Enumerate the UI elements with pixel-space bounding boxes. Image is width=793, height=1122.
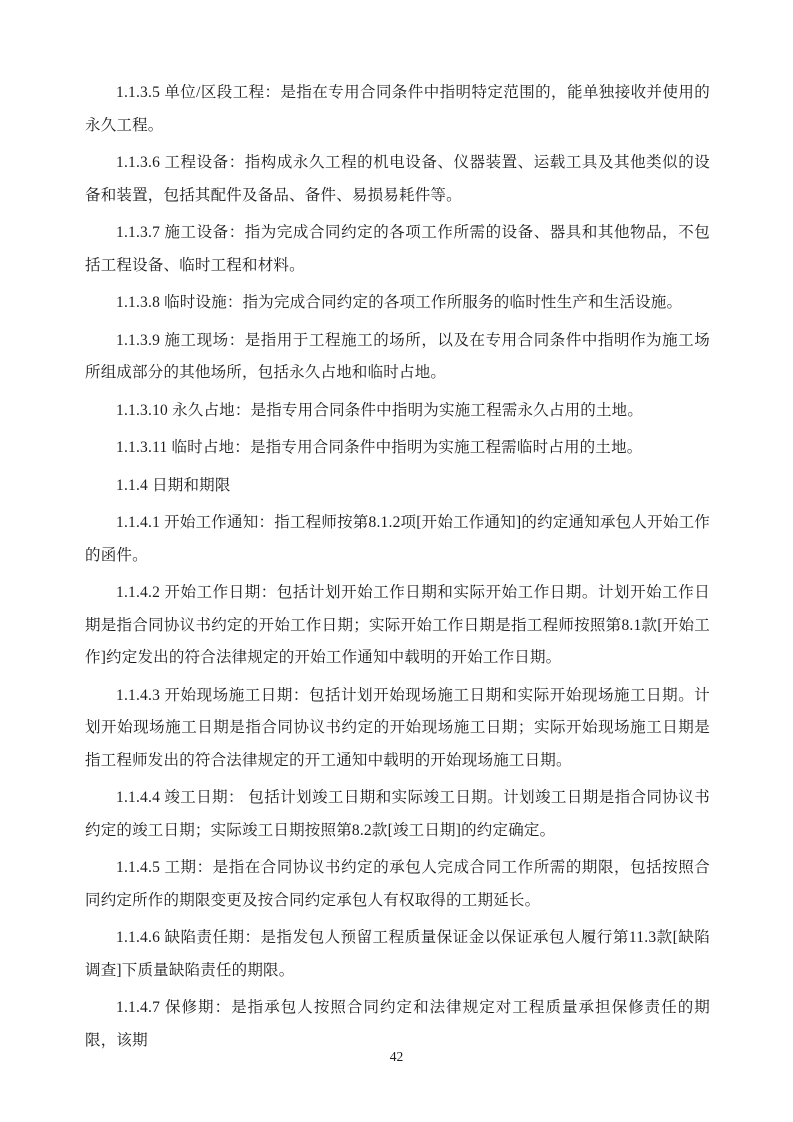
clause-text: 单位/区段工程：是指在专用合同条件中指明特定范围的，能单独接收并使用的永久工程。: [85, 84, 710, 134]
clause-number: 1.1.4.6: [116, 929, 161, 946]
clause-text: 日期和期限: [152, 476, 231, 494]
clause-1-1-3-5: [85, 77, 710, 142]
clause-text: 工程设备：指构成永久工程的机电设备、仪器装置、运载工具及其他类似的设备和装置，包括其配件及备品、备件、易损易耗件等。: [85, 154, 710, 204]
clause-text: 开始工作通知：指工程师按第8.1.2项[开始工作通知]的约定通知承包人开始工作的函件。: [85, 514, 710, 564]
clause-number: 1.1.4.7: [116, 999, 161, 1016]
clause-1-1-3-9: [85, 325, 710, 390]
clause-number: 1.1.3.7: [116, 224, 161, 241]
clause-1-1-4-1: [85, 507, 710, 572]
clause-text: 永久占地：是指专用合同条件中指明为实施工程需永久占用的土地。: [172, 401, 644, 419]
clause-text: 工期：是指在合同协议书约定的承包人完成合同工作所需的期限，包括按照合同约定所作的期限变更及按合同约定承包人有权取得的工期延长。: [85, 859, 710, 909]
clause-1-1-3-7: [85, 217, 710, 282]
clause-number: 1.1.3.11: [116, 439, 168, 456]
document-body: [85, 77, 710, 1057]
page-number: 42: [389, 1049, 404, 1064]
clause-number: 1.1.3.10: [116, 401, 168, 419]
clause-1-1-3-10: [85, 395, 710, 428]
clause-text: 开始工作日期：包括计划开始工作日期和实际开始工作日期。计划开始工作日期是指合同协议书约定的开始工作日期；实际开始工作日期是指工程师按照第8.1款[开始工作]约定发出的符合法律规定的开始工作通知中载明的开始工作日期。: [85, 584, 710, 666]
clause-1-1-4-7: [85, 992, 710, 1057]
clause-1-1-4-4: [85, 782, 710, 847]
clause-text: 临时设施：指为完成合同约定的各项工作所服务的临时性生产和生活设施。: [164, 294, 683, 311]
clause-1-1-3-6: [85, 147, 710, 212]
clause-1-1-3-11: [85, 432, 710, 465]
clause-text: 开始现场施工日期：包括计划开始现场施工日期和实际开始现场施工日期。计划开始现场施工日期是指合同协议书约定的开始现场施工日期；实际开始现场施工日期是指工程师发出的符合法律规定的开工通知中载明的开始现场施工日期。: [85, 686, 710, 769]
clause-number: 1.1.3.9: [116, 331, 161, 349]
clause-number: 1.1.4.2: [116, 584, 161, 601]
section-heading-1-1-4: [85, 470, 710, 503]
clause-number: 1.1.4: [116, 476, 148, 494]
clause-1-1-4-2: [85, 577, 710, 675]
clause-number: 1.1.4.3: [116, 686, 161, 704]
clause-number: 1.1.3.8: [116, 294, 161, 311]
clause-number: 1.1.4.5: [116, 859, 161, 876]
clause-text: 竣工日期： 包括计划竣工日期和实际竣工日期。计划竣工日期是指合同协议书约定的竣工日期；实际竣工日期按照第8.2款[竣工日期]的约定确定。: [85, 789, 710, 839]
clause-1-1-4-6: [85, 922, 710, 987]
clause-number: 1.1.4.1: [116, 514, 161, 531]
clause-text: 保修期：是指承包人按照合同约定和法律规定对工程质量承担保修责任的期限，该期: [85, 999, 710, 1049]
clause-1-1-4-3: [85, 680, 710, 778]
clause-number: 1.1.4.4: [116, 789, 161, 806]
clause-text: 施工设备：指为完成合同约定的各项工作所需的设备、器具和其他物品，不包括工程设备、临时工程和材料。: [85, 224, 710, 274]
clause-text: 临时占地：是指专用合同条件中指明为实施工程需临时占用的土地。: [171, 439, 643, 456]
clause-1-1-3-8: [85, 287, 710, 320]
clause-1-1-4-5: [85, 852, 710, 917]
clause-number: 1.1.3.5: [116, 84, 161, 101]
clause-text: 缺陷责任期：是指发包人预留工程质量保证金以保证承包人履行第11.3款[缺陷调查]下质量缺陷责任的期限。: [85, 929, 711, 979]
clause-text: 施工现场：是指用于工程施工的场所，以及在专用合同条件中指明作为施工场所组成部分的其他场所，包括永久占地和临时占地。: [85, 331, 710, 381]
clause-number: 1.1.3.6: [116, 154, 161, 171]
